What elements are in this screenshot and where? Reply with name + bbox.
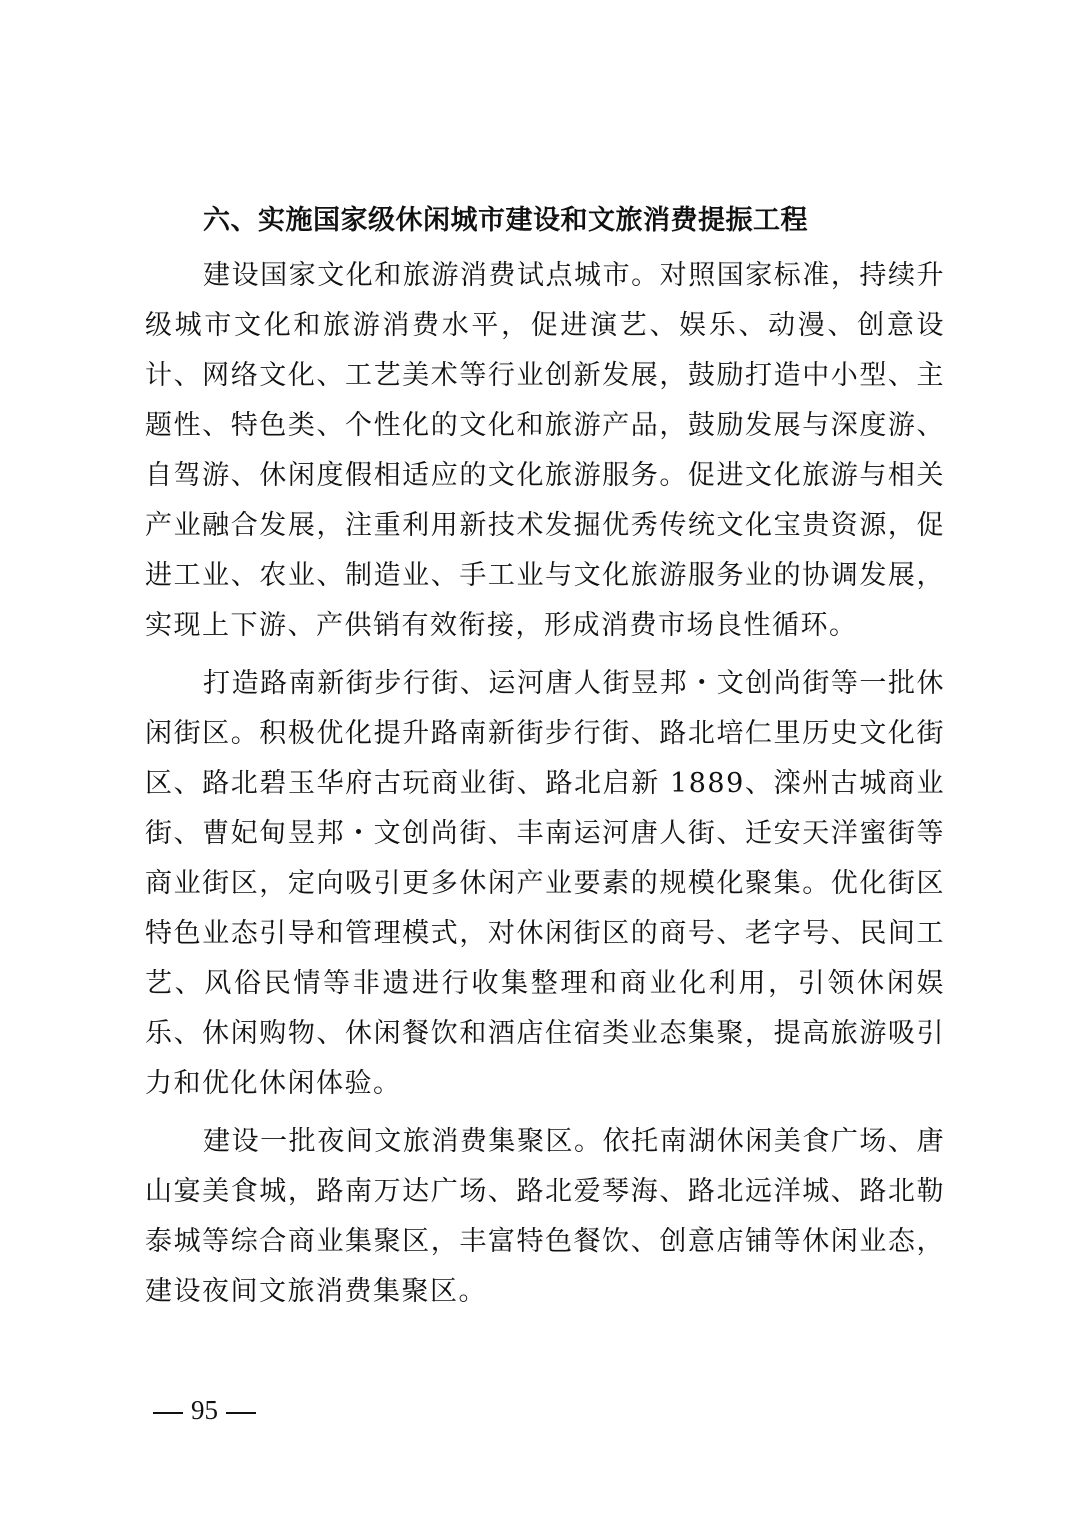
footer-dash-right — [226, 1412, 256, 1414]
paragraph-night-consumption: 建设一批夜间文旅消费集聚区。依托南湖休闲美食广场、唐山宴美食城，路南万达广场、路北爱琴海、路北远洋城、路北勒泰城等综合商业集聚区，丰富特色餐饮、创意店铺等休闲业态，建设夜间文旅消费集聚区。 — [145, 1126, 945, 1307]
page-number: 95 — [191, 1395, 218, 1425]
page-footer — [145, 1390, 264, 1430]
page-content — [145, 195, 945, 1325]
paragraph-consumption-pilot-city: 建设国家文化和旅游消费试点城市。对照国家标准，持续升级城市文化和旅游消费水平，促进演艺、娱乐、动漫、创意设计、网络文化、工艺美术等行业创新发展，鼓励打造中小型、主题性、特色类、个性化的文化和旅游产品，鼓励发展与深度游、自驾游、休闲度假相适应的文化旅游服务。促进文化旅游与相关产业融合发展，注重利用新技术发掘优秀传统文化宝贵资源，促进工业、农业、制造业、手工业与文化旅游服务业的协调发展，实现上下游、产供销有效衔接，形成消费市场良性循环。 — [145, 260, 945, 641]
section-heading: 六、实施国家级休闲城市建设和文旅消费提振工程 — [203, 205, 808, 236]
paragraph-leisure-blocks: 打造路南新街步行街、运河唐人街昱邦・文创尚街等一批休闲街区。积极优化提升路南新街步行街、路北培仁里历史文化街区、路北碧玉华府古玩商业街、路北启新 1889、滦州古城商业街、曹妃甸昱邦・文创尚街、丰南运河唐人街、迁安天洋蜜街等商业街区，定向吸引更多休闲产业要素的规模化聚集。优化街区特色业态引导和管理模式，对休闲街区的商号、老字号、民间工艺、风俗民情等非遗进行收集整理和商业化利用，引领休闲娱乐、休闲购物、休闲餐饮和酒店住宿类业态集聚，提高旅游吸引力和优化休闲体验。 — [145, 668, 945, 1099]
footer-dash-left — [153, 1412, 183, 1414]
